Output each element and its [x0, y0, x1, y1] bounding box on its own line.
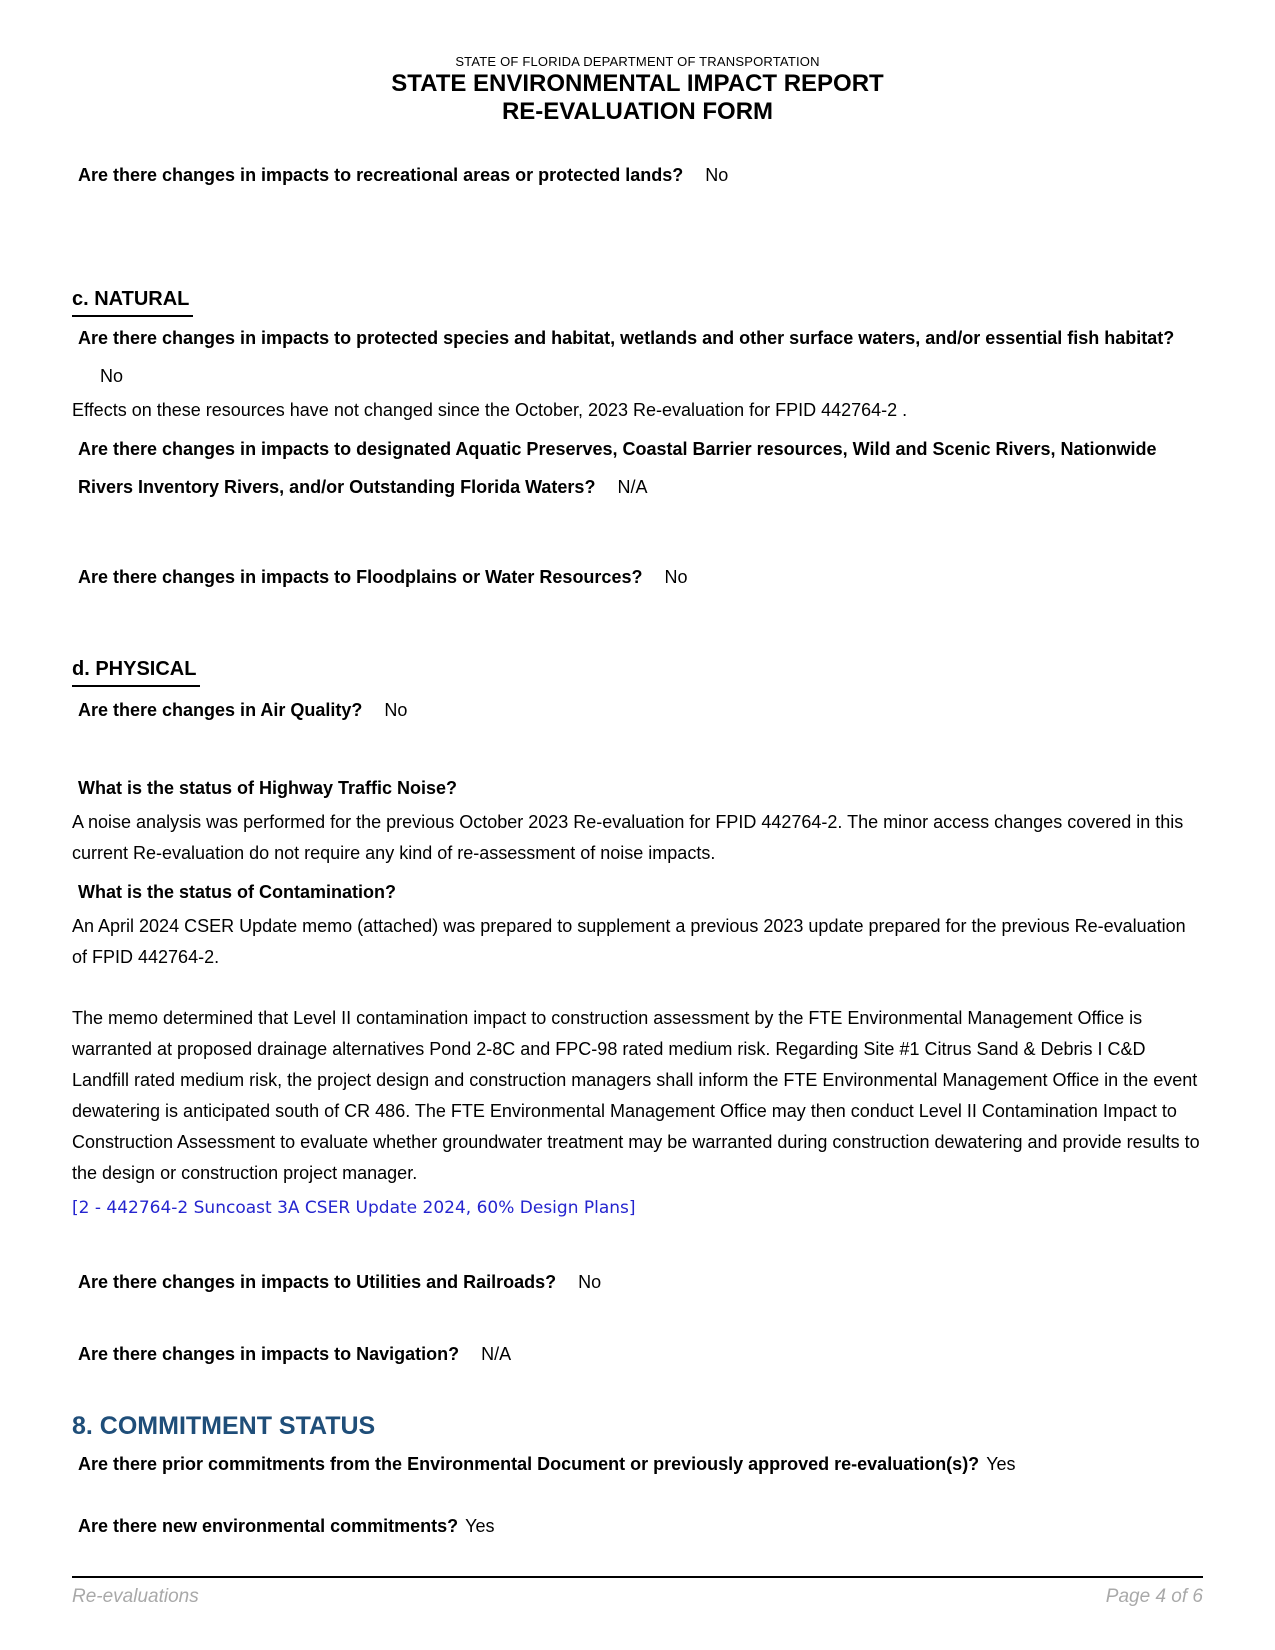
cser-update-attachment-link[interactable]: [2 - 442764-2 Suncoast 3A CSER Update 2024, 60% Design Plans]: [72, 1198, 636, 1218]
question-prior-commitments: [72, 1445, 1203, 1483]
page-footer: [72, 1576, 1203, 1608]
answer-prior-commitments: Yes: [986, 1454, 1016, 1474]
section-heading-physical: [72, 656, 1203, 687]
answer-navigation: N/A: [481, 1344, 512, 1364]
answer-contamination-paragraph1: An April 2024 CSER Update memo (attached) was prepared to supplement a previous 2023 update prepared for the previous Re-evaluation of FPID 442764-2.: [72, 916, 1186, 967]
section-heading-natural: [72, 286, 1203, 317]
answer-air-quality: No: [384, 700, 408, 720]
answer-utilities-railroads: No: [578, 1272, 602, 1292]
question-utilities-railroads-text: Are there changes in impacts to Utilities and Railroads?: [78, 1272, 557, 1292]
question-utilities-railroads: [72, 1263, 1203, 1301]
answer-recreational: No: [705, 165, 729, 185]
section-heading-physical-text: d. PHYSICAL: [72, 656, 200, 687]
document-title-line2: RE-EVALUATION FORM: [501, 98, 774, 125]
question-floodplains: [72, 558, 1203, 596]
answer-highway-traffic-noise: A noise analysis was performed for the previous October 2023 Re-evaluation for FPID 442764-2. The minor access changes covered in this current Re-evaluation do not require any kind of re-assessment of noise impacts.: [72, 812, 1184, 863]
question-new-commitments-text: Are there new environmental commitments?: [78, 1516, 459, 1536]
question-navigation-text: Are there changes in impacts to Navigation?: [78, 1344, 460, 1364]
answer-contamination-paragraph2: The memo determined that Level II contamination impact to construction assessment by the FTE Environmental Management Office is warranted at proposed drainage alternatives Pond 2-8C and FPC-98 rated medium risk. Regarding Site #1 Citrus Sand & Debris I C&D Landfill rated medium risk, the project design and construction managers shall inform the FTE Environmental Management Office in the event dewatering is anticipated south of CR 486. The FTE Environmental Management Office may then conduct Level II Contamination Impact to Construction Assessment to evaluate whether groundwater treatment may be warranted during construction dewatering and provide results to the design or construction project manager.: [72, 1008, 1200, 1183]
question-floodplains-text: Are there changes in impacts to Floodplains or Water Resources?: [78, 567, 643, 587]
footer-document-type: Re-evaluations: [72, 1586, 199, 1607]
attachment-link-line: [72, 1193, 1203, 1223]
question-highway-traffic-noise: What is the status of Highway Traffic Noise?: [78, 778, 458, 798]
question-air-quality-text: Are there changes in Air Quality?: [78, 700, 363, 720]
agency-name: STATE OF FLORIDA DEPARTMENT OF TRANSPORTATION: [455, 54, 820, 69]
note-species-habitat: Effects on these resources have not changed since the October, 2023 Re-evaluation for FPID 442764-2 .: [72, 400, 908, 420]
footer-page-number: Page 4 of 6: [1105, 1586, 1203, 1607]
section-heading-natural-text: c. NATURAL: [72, 286, 193, 317]
answer-new-commitments: Yes: [465, 1516, 495, 1536]
section-heading-commitment-status: 8. COMMITMENT STATUS: [72, 1412, 376, 1440]
question-aquatic-preserves-text: Are there changes in impacts to designated Aquatic Preserves, Coastal Barrier resources, Wild and Scenic Rivers, Nationwide Rivers Inventory Rivers, and/or Outstanding Florida Waters?: [78, 439, 1157, 497]
question-recreational-text: Are there changes in impacts to recreational areas or protected lands?: [78, 165, 684, 185]
question-species-habitat: [72, 319, 1203, 395]
question-navigation: [72, 1335, 1203, 1373]
answer-floodplains: No: [664, 567, 688, 587]
document-header: [72, 0, 1203, 126]
question-air-quality: [72, 691, 1203, 729]
question-aquatic-preserves: [72, 430, 1203, 506]
document-title-line1: STATE ENVIRONMENTAL IMPACT REPORT: [391, 70, 884, 97]
question-recreational: [72, 156, 1203, 194]
question-contamination: What is the status of Contamination?: [78, 882, 396, 902]
answer-aquatic-preserves: N/A: [617, 477, 648, 497]
question-new-commitments: [72, 1507, 1203, 1545]
question-prior-commitments-text: Are there prior commitments from the Environmental Document or previously approved re-evaluation(s)?: [78, 1454, 980, 1474]
answer-species-habitat: No: [100, 366, 124, 386]
question-species-habitat-text: Are there changes in impacts to protected species and habitat, wetlands and other surface waters, and/or essential fish habitat?: [78, 328, 1175, 348]
